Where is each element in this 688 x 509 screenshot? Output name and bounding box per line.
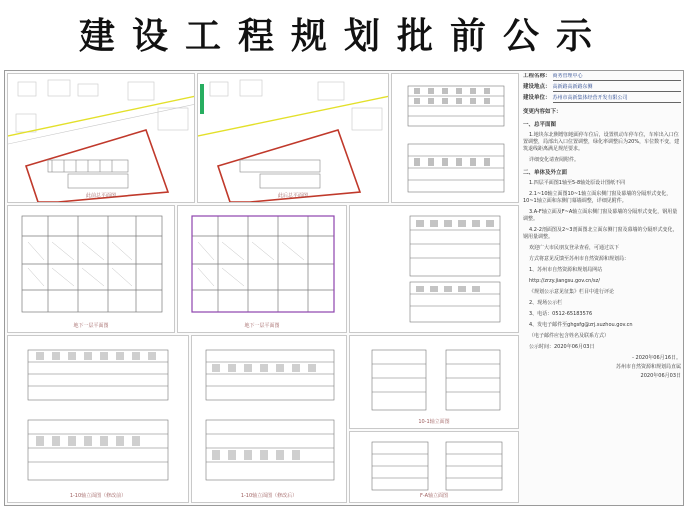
elevation-top-right [391, 73, 519, 203]
section-before-drawing [8, 336, 189, 503]
issuer: 苏州市自然资源和规划局直属 [615, 364, 681, 370]
project-name-value: 商务管理中心 [553, 73, 681, 81]
elevation-middle-right [349, 205, 519, 333]
basement-plan-after-caption: 地下一层平面图 [244, 323, 280, 329]
feedback-item-website: 1、苏州市自然资源和规划局网站 [529, 267, 603, 273]
section-building-heading: 二、单体及外立面 [523, 170, 568, 176]
building-text-1: 1.四层平面图1轴至5-8轴处原设计图纸不同 [529, 180, 626, 186]
notice-period-start: 公示时间：2020年06月03日 [529, 344, 595, 350]
site-plan-note: 详细变化请查阅附件。 [529, 157, 580, 163]
feedback-list [523, 267, 681, 340]
project-name-label: 工程名称： [523, 73, 551, 79]
feedback-intro-1: 欢迎广大市民朋友登录查看，可通过以下 [529, 245, 620, 251]
elevation-small-1 [349, 335, 519, 429]
feedback-intro-2: 方式将意见反馈至苏州市自然资源和规划局： [529, 256, 630, 262]
basement-plan-after-drawing [178, 206, 347, 333]
basement-plan-before-caption: 地下一层平面图 [73, 323, 109, 329]
feedback-item-website-note: 《规划公示意见征集》栏目中进行评论 [529, 289, 615, 295]
elevation-middle-right-drawing [350, 206, 519, 333]
feedback-item-board: 2、现场公示栏 [529, 300, 563, 306]
change-label: 变更内容如下： [523, 109, 562, 115]
site-plan-before [7, 73, 195, 203]
section-site-plan-heading: 一、总平面图 [523, 122, 557, 128]
site-plan-after-drawing [198, 74, 389, 203]
building-text-3: 3.A-F轴立面及F~A轴立面东侧门窗及幕墙的分隔形式变化，钢用量调整。 [523, 209, 678, 222]
elevation-small-2-caption: F-A轴立面图 [420, 493, 448, 499]
feedback-item-email[interactable]: 4、发电子邮件至ghgsfg@zrj.suzhou.gov.cn [529, 322, 633, 328]
elevation-small-1-drawing [350, 336, 519, 429]
location-label: 建设地点： [523, 84, 551, 90]
issue-date: 2020年06月03日 [640, 373, 681, 379]
owner-label: 建设单位： [523, 95, 551, 101]
location-value: 高新路高新路东侧 [553, 84, 681, 92]
project-name-row [523, 73, 681, 81]
notice-period-end: - 2020年06月16日。 [632, 355, 681, 361]
section-after-drawing [192, 336, 347, 503]
section-after-caption: 1-10轴立面图（修改后） [240, 493, 298, 499]
basement-plan-after [177, 205, 347, 333]
basement-plan-before [7, 205, 175, 333]
section-after [191, 335, 347, 503]
feedback-item-url[interactable]: http://zrzy.jiangsu.gov.cn/sz/ [529, 278, 600, 284]
owner-row [523, 95, 681, 103]
section-before-caption: 1-10轴立面图（修改前） [69, 493, 127, 499]
basement-plan-before-drawing [8, 206, 175, 333]
site-plan-before-drawing [8, 74, 195, 203]
elevation-small-1-caption: 10-1轴立面图 [418, 419, 450, 425]
building-text-4: 4.2-2剖面图及2~3剖面图北立面东侧门窗及幕墙的分隔形式变化，钢用量调整。 [523, 227, 678, 240]
site-plan-text: 1.地块东北侧增加地面停车位后，设置机动车停车位，车库出入口位置调整，局部出入口位置调整，绿化率调整后为20%，车位数不变，建筑退线距离满足规范要求。 [523, 132, 680, 152]
project-info [523, 73, 681, 503]
notice-board [4, 70, 684, 506]
building-text-2: 2.1~10轴立面图10~1轴立面东侧门窗及幕墙的分隔形式变化，10~1轴立面和东侧门幕墙调整，详细见附件。 [523, 191, 672, 204]
feedback-item-email-note: （电子邮件应包含姓名及联系方式） [529, 333, 610, 339]
site-plan-before-caption: 此前总平面图 [85, 193, 116, 199]
elevation-small-2 [349, 431, 519, 503]
owner-value: 苏州市高新集体经营开发有限公司 [553, 95, 681, 103]
elevation-top-right-drawing [392, 74, 519, 203]
feedback-item-phone: 3、电话：0512-65183576 [529, 311, 593, 317]
page-title: 建设工程规划批前公示 [78, 15, 609, 57]
location-row [523, 84, 681, 92]
section-before [7, 335, 189, 503]
site-plan-after-caption: 此后总平面图 [277, 193, 308, 199]
site-plan-after [197, 73, 389, 203]
